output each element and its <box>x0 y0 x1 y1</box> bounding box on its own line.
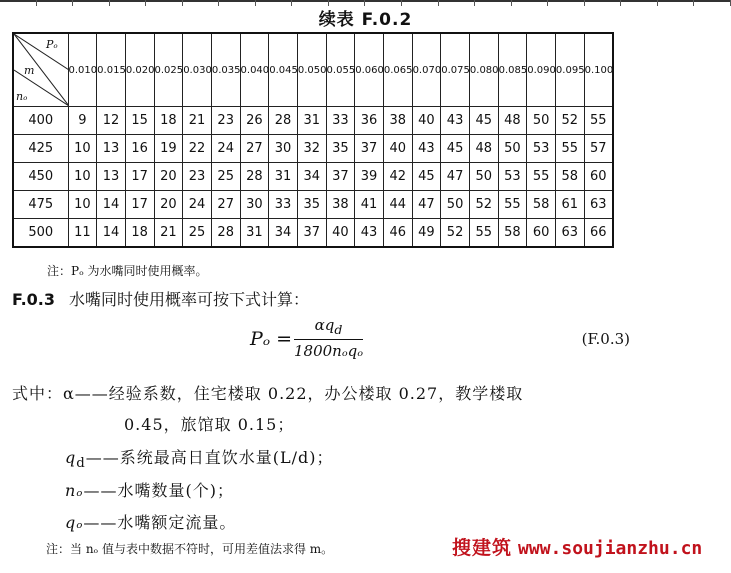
row-header-no: 425 <box>13 135 68 163</box>
column-header: 0.085 <box>498 33 527 107</box>
column-header: 0.060 <box>355 33 384 107</box>
table-cell: 50 <box>469 163 498 191</box>
table-cell: 58 <box>498 219 527 248</box>
table-cell: 10 <box>68 163 97 191</box>
table-cell: 26 <box>240 107 269 135</box>
qd-symbol: q <box>65 448 77 467</box>
table-cell: 25 <box>211 163 240 191</box>
table-cell: 61 <box>555 191 584 219</box>
where-continuation: 0.45，旅馆取 0.15； <box>124 415 295 434</box>
table-cell: 42 <box>383 163 412 191</box>
table-cell: 33 <box>269 191 298 219</box>
table-cell: 50 <box>527 107 556 135</box>
table-cell: 63 <box>555 219 584 248</box>
section-text: 水嘴同时使用概率可按下式计算： <box>69 290 310 309</box>
column-header: 0.100 <box>584 33 613 107</box>
table-cell: 10 <box>68 191 97 219</box>
table-cell: 44 <box>383 191 412 219</box>
table-cell: 23 <box>183 163 212 191</box>
no-description: ——水嘴数量(个)； <box>83 481 234 500</box>
table-cell: 53 <box>498 163 527 191</box>
table-cell: 37 <box>355 135 384 163</box>
table-cell: 28 <box>269 107 298 135</box>
equation-number: (F.0.3) <box>581 330 630 348</box>
table-cell: 38 <box>326 191 355 219</box>
column-header: 0.055 <box>326 33 355 107</box>
table-row <box>13 107 613 135</box>
table-cell: 49 <box>412 219 441 248</box>
column-header: 0.010 <box>68 33 97 107</box>
table-cell: 23 <box>211 107 240 135</box>
table-cell: 66 <box>584 219 613 248</box>
column-header: 0.035 <box>211 33 240 107</box>
table-cell: 48 <box>469 135 498 163</box>
column-header: 0.070 <box>412 33 441 107</box>
formula-block <box>250 314 630 364</box>
corner-label-no: nₒ <box>16 90 28 103</box>
table-cell: 30 <box>269 135 298 163</box>
table-cell: 20 <box>154 163 183 191</box>
section-number: F.0.3 <box>12 290 55 309</box>
column-header: 0.040 <box>240 33 269 107</box>
table-cell: 52 <box>555 107 584 135</box>
column-header: 0.095 <box>555 33 584 107</box>
table-cell: 31 <box>269 163 298 191</box>
column-header: 0.015 <box>97 33 126 107</box>
table-cell: 17 <box>125 191 154 219</box>
table-cell: 35 <box>326 135 355 163</box>
table-cell: 50 <box>441 191 470 219</box>
table-cell: 41 <box>355 191 384 219</box>
table-cell: 55 <box>527 163 556 191</box>
probability-table <box>12 32 614 248</box>
table-cell: 13 <box>97 135 126 163</box>
table-cell: 15 <box>125 107 154 135</box>
table-cell: 10 <box>68 135 97 163</box>
table-cell: 43 <box>412 135 441 163</box>
column-header: 0.090 <box>527 33 556 107</box>
table-cell: 60 <box>527 219 556 248</box>
table-cell: 63 <box>584 191 613 219</box>
table-cell: 14 <box>97 191 126 219</box>
table-cell: 35 <box>297 191 326 219</box>
table-cell: 40 <box>383 135 412 163</box>
column-header: 0.025 <box>154 33 183 107</box>
table-cell: 43 <box>441 107 470 135</box>
table-header-row <box>13 33 613 107</box>
table-cell: 39 <box>355 163 384 191</box>
table-cell: 17 <box>125 163 154 191</box>
table-note: 注：Pₒ 为水嘴同时使用概率。 <box>47 264 208 278</box>
watermark <box>452 533 702 560</box>
table-cell: 31 <box>297 107 326 135</box>
table-cell: 55 <box>555 135 584 163</box>
table-cell: 33 <box>326 107 355 135</box>
table-cell: 36 <box>355 107 384 135</box>
table-cell: 47 <box>441 163 470 191</box>
table-cell: 45 <box>441 135 470 163</box>
table-cell: 16 <box>125 135 154 163</box>
table-cell: 40 <box>326 219 355 248</box>
table-cell: 22 <box>183 135 212 163</box>
table-cell: 9 <box>68 107 97 135</box>
table-cell: 34 <box>297 163 326 191</box>
table-cell: 11 <box>68 219 97 248</box>
corner-label-po: Pₒ <box>46 38 58 51</box>
qd-subscript: d <box>76 456 86 472</box>
table-cell: 40 <box>412 107 441 135</box>
row-header-no: 500 <box>13 219 68 248</box>
column-header: 0.075 <box>441 33 470 107</box>
where-intro: 式中：α——经验系数，住宅楼取 0.22，办公楼取 0.27，教学楼取 <box>12 384 524 403</box>
table-cell: 46 <box>383 219 412 248</box>
where-qd <box>65 445 334 471</box>
table-row <box>13 135 613 163</box>
section-heading <box>12 287 309 310</box>
column-header: 0.030 <box>183 33 212 107</box>
column-header: 0.045 <box>269 33 298 107</box>
table-cell: 24 <box>183 191 212 219</box>
table-cell: 14 <box>97 219 126 248</box>
table-cell: 30 <box>240 191 269 219</box>
table-cell: 21 <box>154 219 183 248</box>
table-cell: 34 <box>269 219 298 248</box>
table-cell: 38 <box>383 107 412 135</box>
formula-numerator <box>294 316 363 340</box>
table-cell: 55 <box>469 219 498 248</box>
table-cell: 58 <box>527 191 556 219</box>
table-cell: 52 <box>441 219 470 248</box>
no-symbol: nₒ <box>65 481 84 500</box>
table-cell: 55 <box>498 191 527 219</box>
table-cell: 50 <box>498 135 527 163</box>
table-cell: 45 <box>469 107 498 135</box>
table-cell: 25 <box>183 219 212 248</box>
table-cell: 27 <box>211 191 240 219</box>
column-header: 0.065 <box>383 33 412 107</box>
column-header: 0.050 <box>297 33 326 107</box>
table-cell: 31 <box>240 219 269 248</box>
row-header-no: 400 <box>13 107 68 135</box>
column-header: 0.020 <box>125 33 154 107</box>
table-cell: 28 <box>211 219 240 248</box>
table-cell: 21 <box>183 107 212 135</box>
table-cell: 55 <box>584 107 613 135</box>
column-header: 0.080 <box>469 33 498 107</box>
table-cell: 37 <box>297 219 326 248</box>
table-cell: 18 <box>125 219 154 248</box>
formula-denominator: 1800nₒqₒ <box>294 342 363 360</box>
table-cell: 37 <box>326 163 355 191</box>
table-cell: 12 <box>97 107 126 135</box>
table-caption: 续表 F.0.2 <box>318 10 413 30</box>
formula-fraction <box>294 316 363 360</box>
bottom-note: 注：当 nₒ 值与表中数据不符时，可用差值法求得 m。 <box>46 542 334 556</box>
corner-label-m: m <box>24 64 35 77</box>
qo-symbol: qₒ <box>65 513 84 532</box>
table-row <box>13 191 613 219</box>
qo-description: ——水嘴额定流量。 <box>83 513 237 532</box>
table-cell: 24 <box>211 135 240 163</box>
where-no <box>65 478 234 501</box>
table-cell: 60 <box>584 163 613 191</box>
numerator-subscript: d <box>334 322 343 337</box>
table-cell: 18 <box>154 107 183 135</box>
watermark-text: 搜建筑 <box>452 537 513 559</box>
table-cell: 48 <box>498 107 527 135</box>
watermark-url: www.soujianzhu.cn <box>518 538 703 559</box>
row-header-no: 450 <box>13 163 68 191</box>
table-cell: 52 <box>469 191 498 219</box>
where-qo <box>65 510 236 533</box>
table-cell: 32 <box>297 135 326 163</box>
table-cell: 57 <box>584 135 613 163</box>
table-cell: 53 <box>527 135 556 163</box>
table-cell: 28 <box>240 163 269 191</box>
qd-description: ——系统最高日直饮水量(L/d)； <box>85 448 334 467</box>
diagonal-corner-cell <box>13 33 68 107</box>
table-cell: 27 <box>240 135 269 163</box>
table-cell: 47 <box>412 191 441 219</box>
row-header-no: 475 <box>13 191 68 219</box>
formula-lhs: Pₒ = <box>250 328 293 350</box>
table-cell: 13 <box>97 163 126 191</box>
table-cell: 45 <box>412 163 441 191</box>
table-cell: 20 <box>154 191 183 219</box>
table-row <box>13 219 613 248</box>
numerator-text: αq <box>314 316 335 334</box>
table-cell: 43 <box>355 219 384 248</box>
table-row <box>13 163 613 191</box>
table-cell: 58 <box>555 163 584 191</box>
table-cell: 19 <box>154 135 183 163</box>
